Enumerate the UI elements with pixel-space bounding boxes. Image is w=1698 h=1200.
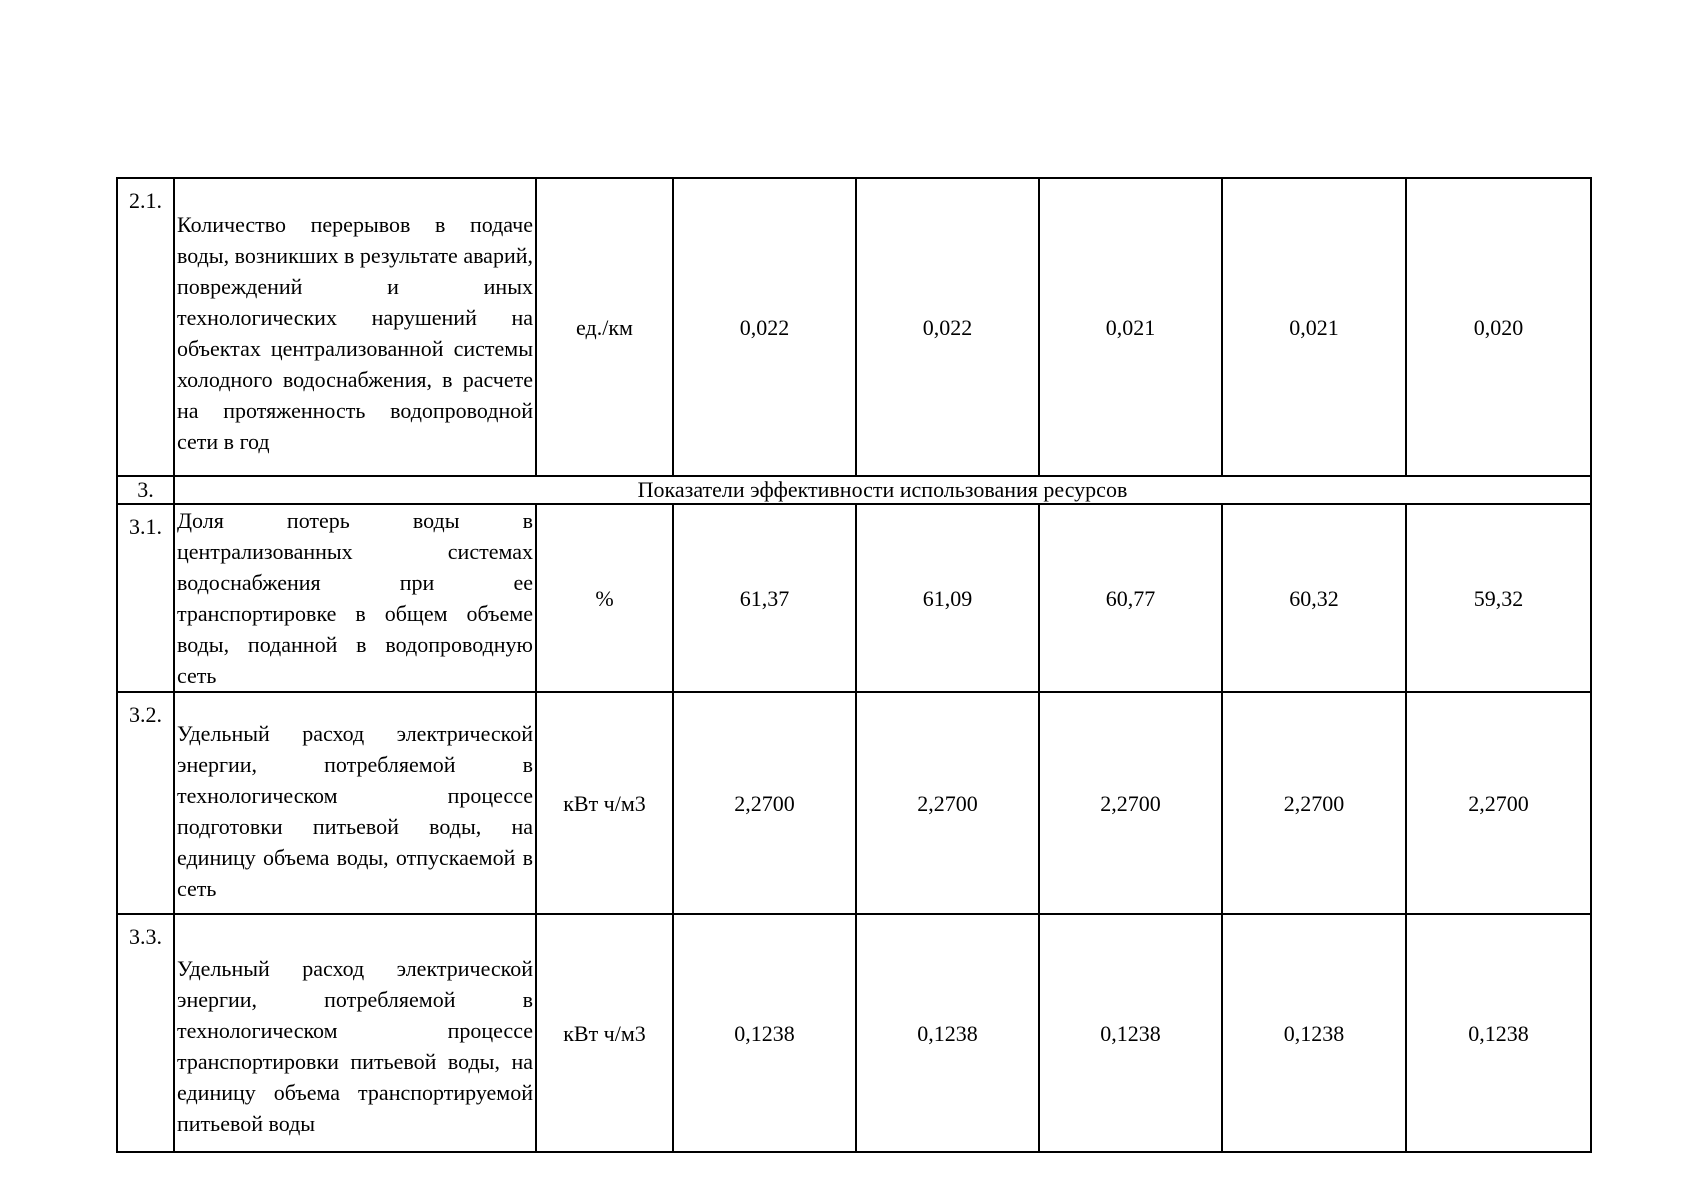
value-cell: 0,1238	[856, 914, 1039, 1152]
value-cell: 61,37	[673, 504, 856, 692]
row-number: 3.1.	[117, 504, 174, 692]
section-row-3	[117, 476, 1591, 504]
table-row-3-1	[117, 504, 1591, 692]
value-cell: 0,022	[856, 178, 1039, 476]
value-cell: 0,1238	[1222, 914, 1406, 1152]
value-cell: 0,1238	[1406, 914, 1591, 1152]
value-cell: 0,022	[673, 178, 856, 476]
table-row-3-2	[117, 692, 1591, 914]
indicators-table	[116, 177, 1592, 1153]
value-cell: 0,021	[1039, 178, 1222, 476]
value-cell: 2,2700	[856, 692, 1039, 914]
unit-cell: кВт ч/м3	[536, 692, 673, 914]
unit-cell: %	[536, 504, 673, 692]
value-cell: 60,32	[1222, 504, 1406, 692]
value-cell: 2,2700	[1406, 692, 1591, 914]
value-cell: 0,020	[1406, 178, 1591, 476]
unit-cell: кВт ч/м3	[536, 914, 673, 1152]
value-cell: 2,2700	[1222, 692, 1406, 914]
value-cell: 59,32	[1406, 504, 1591, 692]
section-title: Показатели эффективности использования ресурсов	[174, 476, 1591, 504]
value-cell: 0,021	[1222, 178, 1406, 476]
unit-cell: ед./км	[536, 178, 673, 476]
value-cell: 60,77	[1039, 504, 1222, 692]
indicator-description: Доля потерь воды в централизованных системах водоснабжения при ее транспортировке в общем объеме воды, поданной в водопроводную сеть	[174, 504, 536, 692]
value-cell: 2,2700	[1039, 692, 1222, 914]
table-row-2-1	[117, 178, 1591, 476]
value-cell: 61,09	[856, 504, 1039, 692]
row-number: 3.3.	[117, 914, 174, 1152]
value-cell: 2,2700	[673, 692, 856, 914]
section-number: 3.	[117, 476, 174, 504]
indicator-description: Количество перерывов в подаче воды, возникших в результате аварий, повреждений и иных технологических нарушений на объектах централизованной системы холодного водоснабжения, в расчете на протяженность водопроводной сети в год	[174, 178, 536, 476]
value-cell: 0,1238	[673, 914, 856, 1152]
table-row-3-3	[117, 914, 1591, 1152]
value-cell: 0,1238	[1039, 914, 1222, 1152]
row-number: 2.1.	[117, 178, 174, 476]
row-number: 3.2.	[117, 692, 174, 914]
indicator-description: Удельный расход электрической энергии, потребляемой в технологическом процессе транспортировки питьевой воды, на единицу объема транспортируемой питьевой воды	[174, 914, 536, 1152]
indicator-description: Удельный расход электрической энергии, потребляемой в технологическом процессе подготовки питьевой воды, на единицу объема воды, отпускаемой в сеть	[174, 692, 536, 914]
